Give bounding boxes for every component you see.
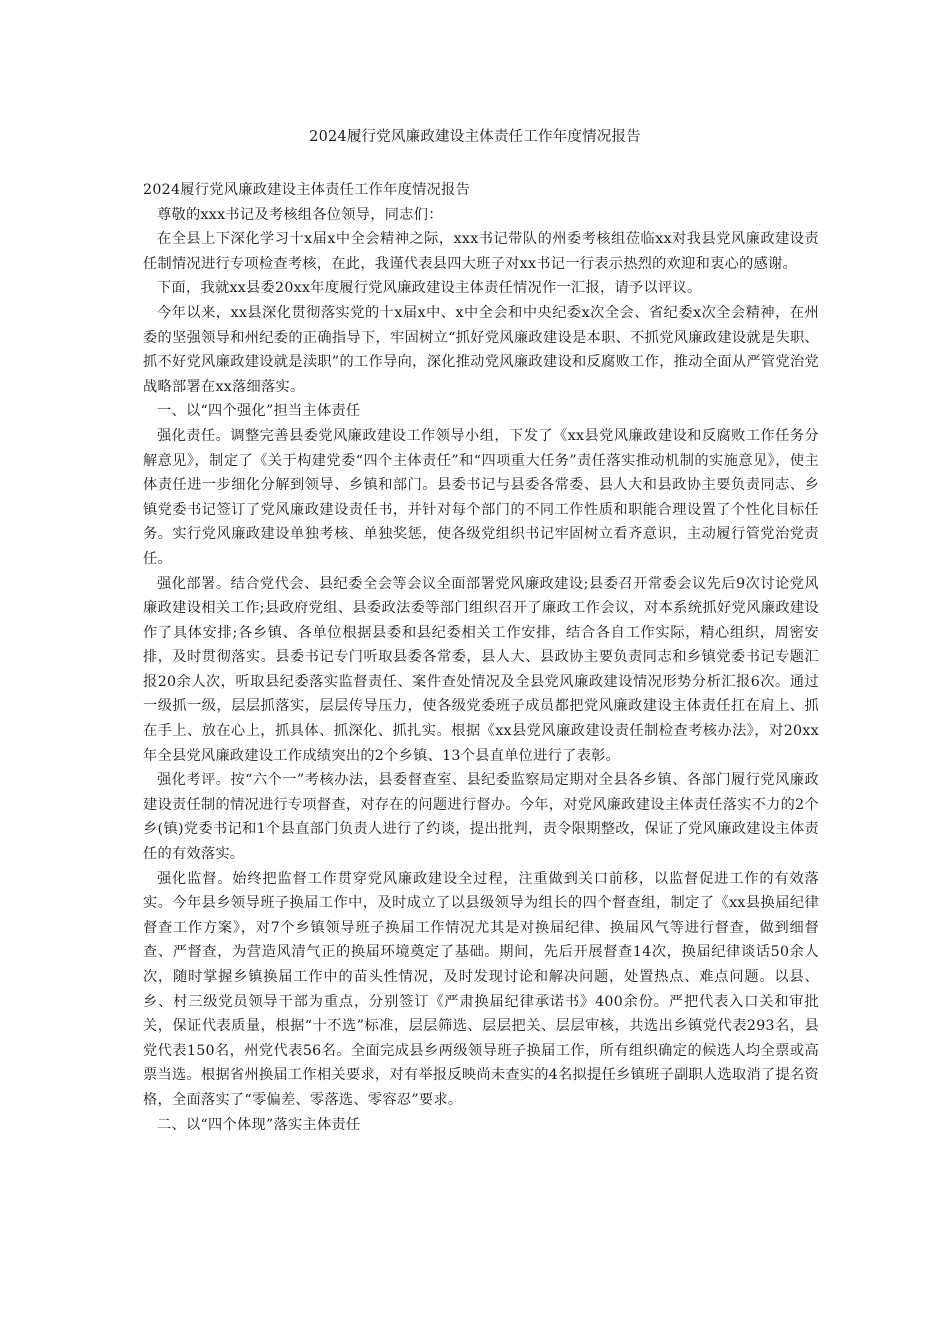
paragraph-welcome: 在全县上下深化学习十x届x中全会精神之际，xxx书记带队的州委考核组莅临xx对我县党风廉政建设责任制情况进行专项检查考核，在此，我谨代表县四大班子对xx书记一行表示热烈的欢迎和衷心的感谢。 bbox=[143, 231, 819, 272]
section-heading-2: 二、以“四个体现”落实主体责任 bbox=[157, 1116, 361, 1133]
document-title: 2024履行党风廉政建设主体责任工作年度情况报告 bbox=[309, 129, 641, 145]
paragraph-strengthen-evaluation: 强化考评。按“六个一”考核办法，县委督查室、县纪委监察局定期对全县各乡镇、各部门履行党风廉政建设责任制的情况进行专项督查，对存在的问题进行督办。今年，对党风廉政建设主体责任落实不力的2个乡(镇)党委书记和1个县直部门负责人进行了约谈，提出批判，责令限期整改，保证了党风廉政建设主体责任的有效落实。 bbox=[143, 772, 819, 863]
paragraph-strengthen-deployment: 强化部署。结合党代会、县纪委全会等会议全面部署党风廉政建设;县委召开常委会议先后9次讨论党风廉政建设相关工作;县政府党组、县委政法委等部门组织召开了廉政工作会议，对本系统抓好党风廉政建设作了具体安排;各乡镇、各单位根据县委和县纪委相关工作安排，结合各自工作实际，精心组织，周密安排，及时贯彻落实。县委书记专门听取县委各常委，县人大、县政协主要负责同志和乡镇党委书记专题汇报20余人次，听取县纪委落实监督责任、案件查处情况及全县党风廉政建设情况形势分析汇报6次。通过一级抓一级，层层抓落实，层层传导压力，使各级党委班子成员都把党风廉政建设主体责任扛在肩上、抓在手上、放在心上，抓具体、抓深化、抓扎实。根据《xx县党风廉政建设责任制检查考核办法》，对20xx年全县党风廉政建设工作成绩突出的2个乡镇、13个县直单位进行了表彰。 bbox=[143, 575, 819, 764]
section-heading-1: 一、以“四个强化”担当主体责任 bbox=[157, 403, 361, 420]
paragraph-strengthen-responsibility: 强化责任。调整完善县委党风廉政建设工作领导小组，下发了《xx县党风廉政建设和反腐败工作任务分解意见》，制定了《关于构建党委“四个主体责任”和“四项重大任务”责任落实推动机制的实施意见》，使主体责任进一步细化分解到领导、乡镇和部门。县委书记与县委各常委、县人大和县政协主要负责同志、乡镇党委书记签订了党风廉政建设责任书，并针对每个部门的不同工作性质和职能合理设置了个性化目标任务。实行党风廉政建设单独考核、单独奖惩，使各级党组织书记牢固树立看齐意识，主动履行管党治党责任。 bbox=[143, 427, 819, 567]
paragraph-salutation: 尊敬的xxx书记及考核组各位领导，同志们： bbox=[157, 206, 443, 223]
paragraph-subtitle: 2024履行党风廉政建设主体责任工作年度情况报告 bbox=[143, 182, 471, 198]
document-body bbox=[143, 178, 819, 1137]
paragraph-strengthen-supervision: 强化监督。始终把监督工作贯穿党风廉政建设全过程，注重做到关口前移，以监督促进工作的有效落实。今年县乡领导班子换届工作中，及时成立了以县级领导为组长的四个督查组，制定了《xx县换届纪律督查工作方案》，对7个乡镇领导班子换届工作情况尤其是对换届纪律、换届风气等进行督查，做到细督查、严督查，为营造风清气正的换届环境奠定了基础。期间，先后开展督查14次，换届纪律谈话50余人次，随时掌握乡镇换届工作中的苗头性情况，及时发现讨论和解决问题，处置热点、难点问题。以县、乡、村三级党员领导干部为重点，分别签订《严肃换届纪律承诺书》400余份。严把代表入口关和审批关，保证代表质量，根据“十不选”标准，层层筛选、层层把关、层层审核，共选出乡镇党代表293名，县党代表150名，州党代表56名。全面完成县乡两级领导班子换届工作，所有组织确定的候选人均全票或高票当选。根据省州换届工作相关要求，对有举报反映尚未查实的4名拟提任乡镇班子副职人选取消了提名资格，全面落实了“零偏差、零落选、零容忍”要求。 bbox=[143, 870, 819, 1108]
paragraph-intro: 下面，我就xx县委20xx年度履行党风廉政建设主体责任情况作一汇报，请予以评议。 bbox=[157, 280, 702, 297]
paragraph-overview: 今年以来，xx县深化贯彻落实党的十x届x中、x中全会和中央纪委x次全会、省纪委x次全会精神，在州委的坚强领导和州纪委的正确指导下，牢固树立“抓好党风廉政建设是本职、不抓党风廉政建设就是失职、抓不好党风廉政建设就是渎职”的工作导向，深化推动党风廉政建设和反腐败工作，推动全面从严管党治党战略部署在xx落细落实。 bbox=[143, 304, 819, 395]
